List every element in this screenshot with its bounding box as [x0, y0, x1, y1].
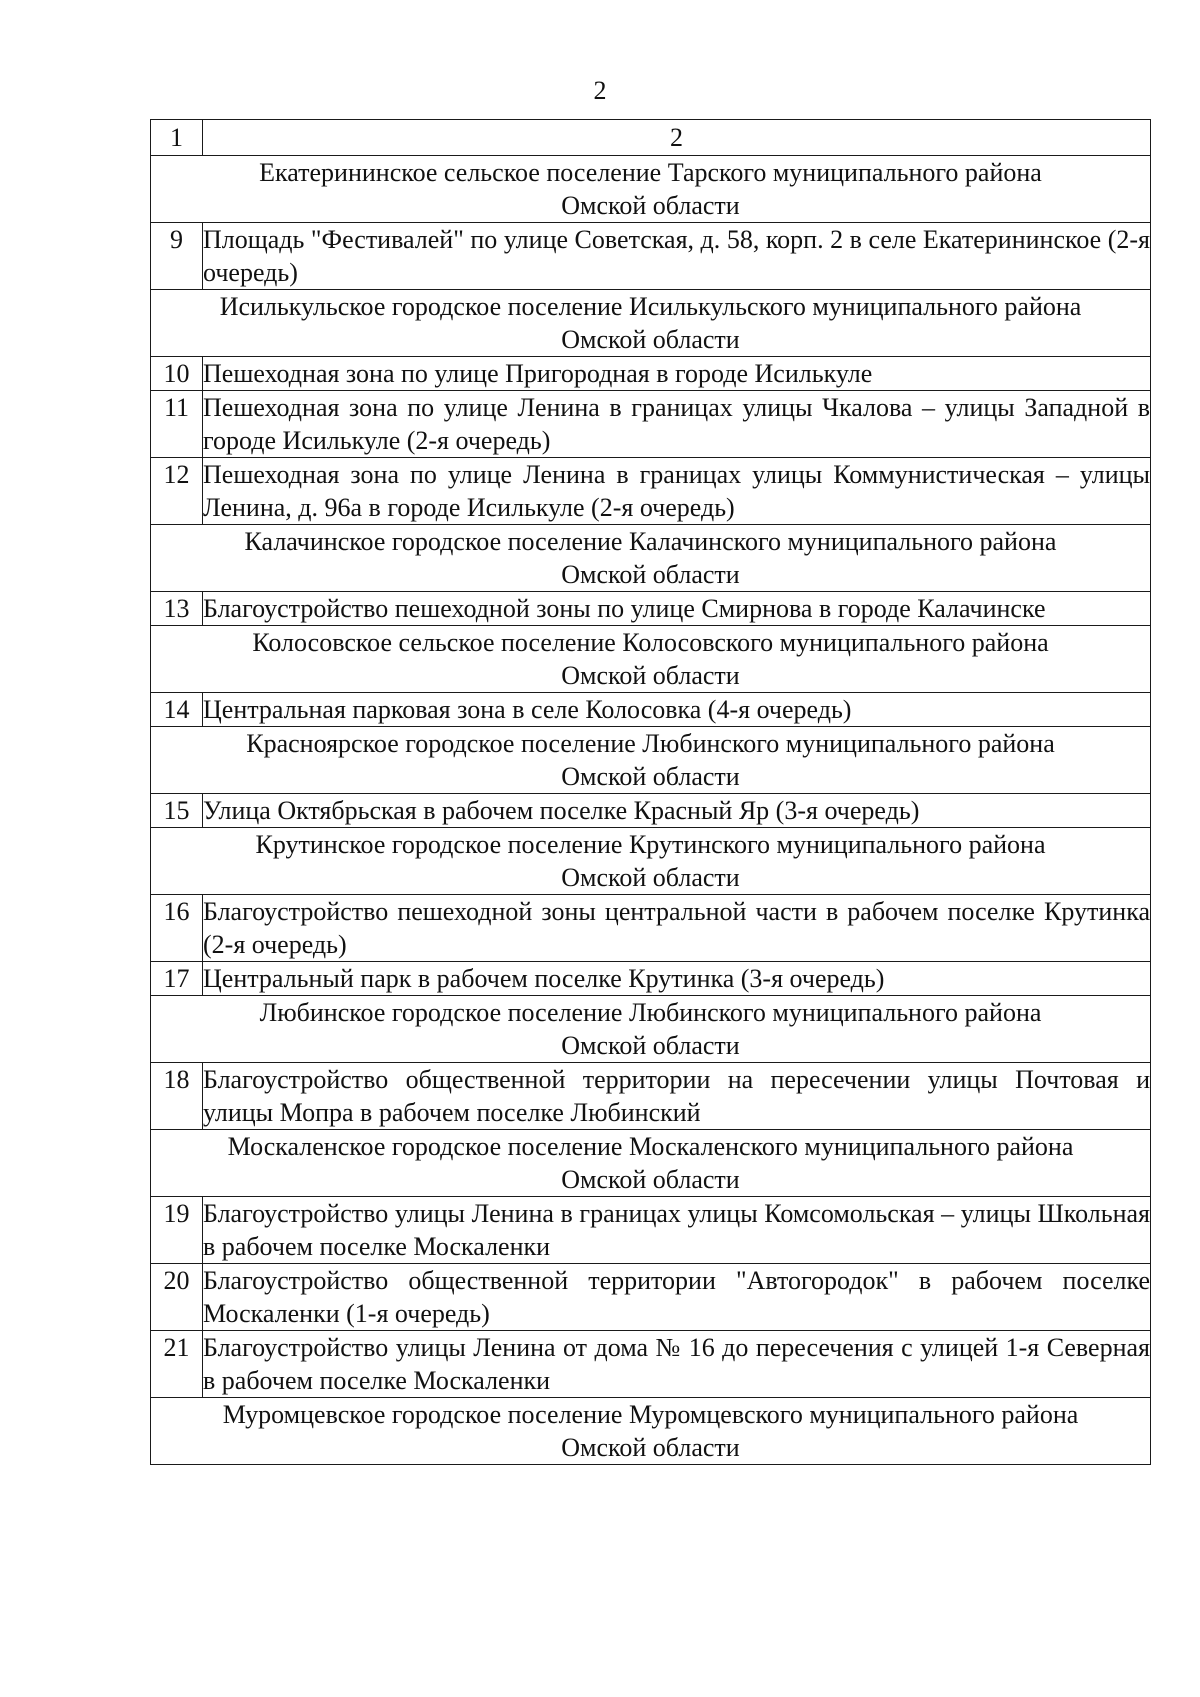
- page-number: 2: [593, 76, 607, 105]
- item-description: Пешеходная зона по улице Ленина в границах улицы Коммунистическая – улицы Ленина, д. 96а в городе Исилькуле (2-я очередь): [203, 458, 1151, 525]
- item-number: 9: [151, 223, 203, 290]
- section-title: [151, 626, 1151, 693]
- item-row: [151, 794, 1151, 828]
- item-description: Благоустройство общественной территории "Автогородок" в рабочем поселке Москаленки (1-я очередь): [203, 1264, 1151, 1331]
- section-title: [151, 1130, 1151, 1197]
- section-row: [151, 156, 1151, 223]
- section-title: [151, 290, 1151, 357]
- item-row: [151, 592, 1151, 626]
- item-number: 17: [151, 962, 203, 996]
- section-title-line-2: Омской области: [561, 661, 740, 690]
- item-number: 15: [151, 794, 203, 828]
- item-row: [151, 357, 1151, 391]
- item-number: 11: [151, 391, 203, 458]
- item-number: 10: [151, 357, 203, 391]
- section-title: [151, 156, 1151, 223]
- section-title-line-2: Омской области: [561, 191, 740, 220]
- section-title-line-2: Омской области: [561, 1433, 740, 1462]
- section-title-line-1: Крутинское городское поселение Крутинского муниципального района: [255, 830, 1046, 859]
- section-title-line-2: Омской области: [561, 1165, 740, 1194]
- item-description: Центральный парк в рабочем поселке Крутинка (3-я очередь): [203, 962, 1151, 996]
- item-number: 13: [151, 592, 203, 626]
- section-row: [151, 1130, 1151, 1197]
- header-col-1: 1: [151, 120, 203, 156]
- item-row: [151, 962, 1151, 996]
- section-row: [151, 996, 1151, 1063]
- item-row: [151, 1197, 1151, 1264]
- item-row: [151, 693, 1151, 727]
- item-number: 19: [151, 1197, 203, 1264]
- table-body: [151, 120, 1151, 1465]
- item-number: 21: [151, 1331, 203, 1398]
- item-number: 20: [151, 1264, 203, 1331]
- section-title-line-1: Калачинское городское поселение Калачинского муниципального района: [244, 527, 1057, 556]
- item-row: [151, 391, 1151, 458]
- territories-table: [150, 119, 1151, 1465]
- section-title-line-1: Любинское городское поселение Любинского муниципального района: [259, 998, 1042, 1027]
- section-title: [151, 525, 1151, 592]
- section-title: [151, 1398, 1151, 1465]
- section-row: [151, 525, 1151, 592]
- section-title-line-1: Колосовское сельское поселение Колосовского муниципального района: [252, 628, 1049, 657]
- section-row: [151, 828, 1151, 895]
- item-number: 16: [151, 895, 203, 962]
- section-title-line-2: Омской области: [561, 560, 740, 589]
- item-description: Благоустройство улицы Ленина от дома № 16 до пересечения с улицей 1-я Северная в рабочем поселке Москаленки: [203, 1331, 1151, 1398]
- item-row: [151, 223, 1151, 290]
- header-col-2: 2: [203, 120, 1151, 156]
- section-row: [151, 290, 1151, 357]
- item-description: Улица Октябрьская в рабочем поселке Красный Яр (3-я очередь): [203, 794, 1151, 828]
- item-row: [151, 1331, 1151, 1398]
- section-row: [151, 626, 1151, 693]
- item-description: Пешеходная зона по улице Пригородная в городе Исилькуле: [203, 357, 1151, 391]
- section-title-line-1: Исилькульское городское поселение Исилькульского муниципального района: [219, 292, 1082, 321]
- section-title-line-1: Красноярское городское поселение Любинского муниципального района: [246, 729, 1055, 758]
- item-number: 14: [151, 693, 203, 727]
- section-row: [151, 727, 1151, 794]
- section-row: [151, 1398, 1151, 1465]
- item-row: [151, 1063, 1151, 1130]
- item-row: [151, 1264, 1151, 1331]
- section-title-line-2: Омской области: [561, 762, 740, 791]
- item-description: Площадь "Фестивалей" по улице Советская, д. 58, корп. 2 в селе Екатерининское (2-я очередь): [203, 223, 1151, 290]
- item-row: [151, 458, 1151, 525]
- section-title-line-2: Омской области: [561, 863, 740, 892]
- section-title-line-2: Омской области: [561, 325, 740, 354]
- item-number: 18: [151, 1063, 203, 1130]
- section-title: [151, 727, 1151, 794]
- item-description: Благоустройство пешеходной зоны по улице Смирнова в городе Калачинске: [203, 592, 1151, 626]
- section-title: [151, 828, 1151, 895]
- section-title: [151, 996, 1151, 1063]
- item-row: [151, 895, 1151, 962]
- section-title-line-1: Москаленское городское поселение Москаленского муниципального района: [227, 1132, 1074, 1161]
- item-number: 12: [151, 458, 203, 525]
- item-description: Пешеходная зона по улице Ленина в границах улицы Чкалова – улицы Западной в городе Исилькуле (2-я очередь): [203, 391, 1151, 458]
- item-description: Благоустройство улицы Ленина в границах улицы Комсомольская – улицы Школьная в рабочем поселке Москаленки: [203, 1197, 1151, 1264]
- section-title-line-2: Омской области: [561, 1031, 740, 1060]
- item-description: Центральная парковая зона в селе Колосовка (4-я очередь): [203, 693, 1151, 727]
- section-title-line-1: Муромцевское городское поселение Муромцевского муниципального района: [222, 1400, 1079, 1429]
- item-description: Благоустройство пешеходной зоны центральной части в рабочем поселке Крутинка (2-я очередь): [203, 895, 1151, 962]
- section-title-line-1: Екатерининское сельское поселение Тарского муниципального района: [259, 158, 1042, 187]
- table-header-row: [151, 120, 1151, 156]
- item-description: Благоустройство общественной территории на пересечении улицы Почтовая и улицы Мопра в рабочем поселке Любинский: [203, 1063, 1151, 1130]
